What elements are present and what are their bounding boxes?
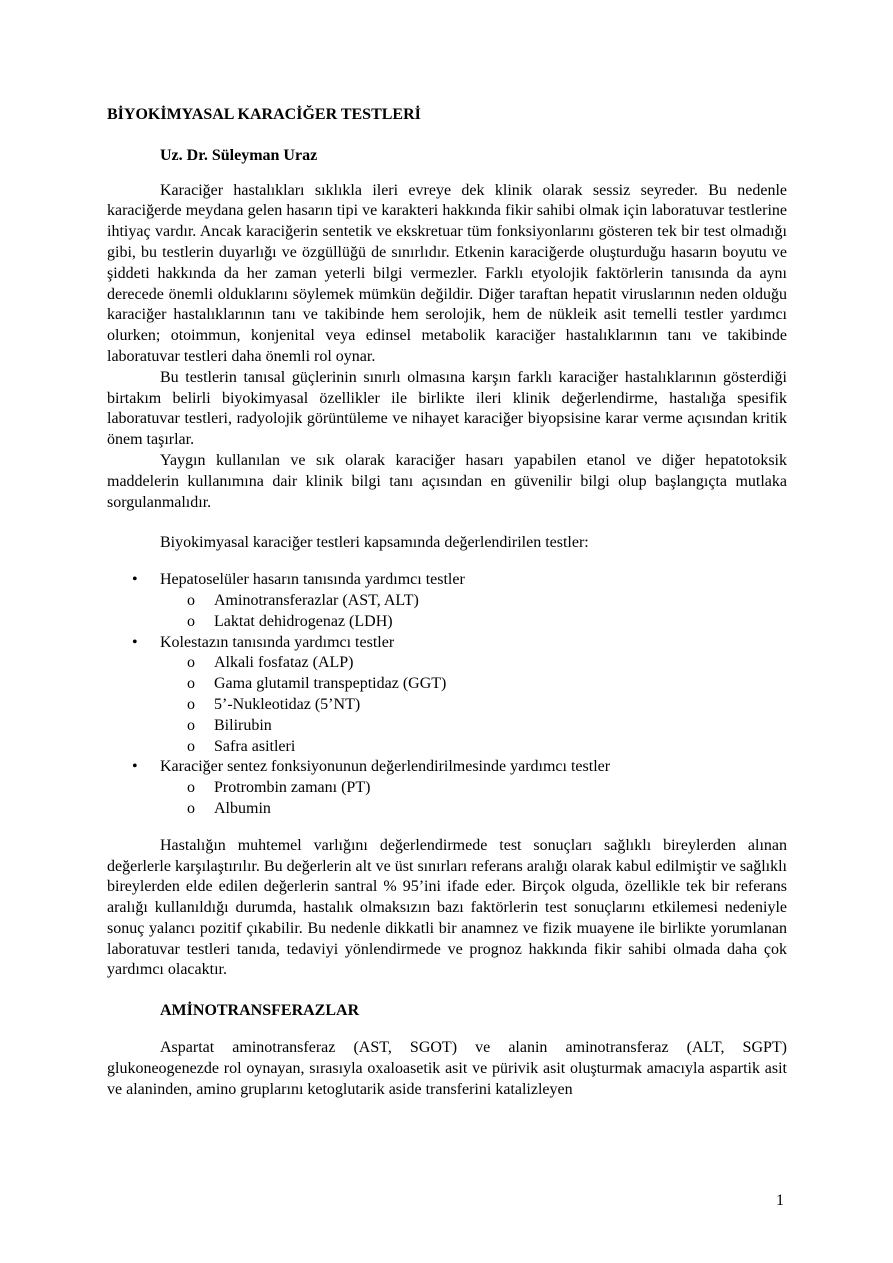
circle-bullet-icon: o — [187, 799, 195, 817]
bullet-icon: • — [132, 758, 138, 776]
circle-bullet-icon: o — [187, 695, 195, 713]
bullet-icon: • — [132, 633, 138, 651]
test-group — [107, 570, 787, 632]
test-item-label: Albumin — [214, 799, 271, 817]
test-item — [160, 799, 787, 820]
test-items-list — [160, 591, 787, 633]
page-number: 1 — [776, 1192, 784, 1209]
circle-bullet-icon: o — [187, 612, 195, 630]
section-heading: AMİNOTRANSFERAZLAR — [160, 1002, 360, 1020]
intro-paragraph-3: Yaygın kullanılan ve sık olarak karaciğer hasarı yapabilen etanol ve diğer hepatotoksik maddelerin kullanımına dair klinik bilgi tanı açısından en güvenilir bilgi olup başlangıçta mutlaka sorgulanmalıdır. — [107, 451, 787, 511]
test-groups-list — [107, 570, 787, 820]
test-item-label: 5’-Nukleotidaz (5’NT) — [214, 695, 361, 713]
test-group — [107, 633, 787, 758]
test-item-label: Alkali fosfataz (ALP) — [214, 654, 354, 672]
circle-bullet-icon: o — [187, 737, 195, 755]
test-item — [160, 695, 787, 716]
test-group — [107, 757, 787, 819]
test-item-label: Laktat dehidrogenaz (LDH) — [214, 612, 393, 630]
bullet-icon: • — [132, 571, 138, 589]
test-item-label: Aminotransferazlar (AST, ALT) — [214, 591, 419, 609]
test-item-label: Bilirubin — [214, 716, 272, 734]
intro-paragraph-2: Bu testlerin tanısal güçlerinin sınırlı olmasına karşın farklı karaciğer hastalıklarının gösterdiği birtakım belirli biyokimyasal özellikler ile birlikte ileri klinik değerlendirme, hastalığa spesifik laboratuvar testleri, radyolojik görüntüleme ve nihayet karaciğer biyopsisine karar verme açısından kritik önem taşırlar. — [107, 368, 787, 449]
circle-bullet-icon: o — [187, 591, 195, 609]
test-item-label: Safra asitleri — [214, 737, 296, 755]
list-intro: Biyokimyasal karaciğer testleri kapsamında değerlendirilen testler: — [160, 534, 589, 552]
document-title: BİYOKİMYASAL KARACİĞER TESTLERİ — [107, 106, 421, 123]
test-item-label: Gama glutamil transpeptidaz (GGT) — [214, 675, 447, 693]
test-item — [160, 674, 787, 695]
test-item — [160, 612, 787, 633]
test-group-label: Karaciğer sentez fonksiyonunun değerlendirilmesinde yardımcı testler — [160, 758, 611, 776]
circle-bullet-icon: o — [187, 779, 195, 797]
test-item — [160, 653, 787, 674]
circle-bullet-icon: o — [187, 716, 195, 734]
circle-bullet-icon: o — [187, 654, 195, 672]
test-item — [160, 778, 787, 799]
reference-paragraph: Hastalığın muhtemel varlığını değerlendirmede test sonuçları sağlıklı bireylerden alınan değerlerle karşılaştırılır. Bu değerlerin alt ve üst sınırları referans aralığı olarak kabul edilmiştir ve sağlıklı bireylerden elde edilen değerlerin santral % 95’ini ifade eder. Birçok olguda, özellikle tek bir referans aralığı kullanıldığı durumda, hastalık olmaksızın bazı faktörlerin test sonuçlarını etkilemesi nedeniyle sonuç yalancı pozitif çıkabilir. Bu nedenle dikkatli bir anamnez ve fizik muayene ile birlikte yorumlanan laboratuvar testleri tanıda, tedaviyi yönlendirmede ve prognoz hakkında fikir sahibi olmada daha çok yardımcı olacaktır. — [107, 836, 787, 979]
test-items-list — [160, 778, 787, 820]
test-group-label: Kolestazın tanısında yardımcı testler — [160, 633, 395, 651]
test-item — [160, 737, 787, 758]
page-content — [107, 105, 787, 1100]
intro-paragraph-1: Karaciğer hastalıkları sıklıkla ileri evreye dek klinik olarak sessiz seyreder. Bu nedenle karaciğerde meydana gelen hasarın tipi ve karakteri hakkında fikir sahibi olmak için laboratuvar testlerine ihtiyaç vardır. Ancak karaciğerin sentetik ve ekskretuar tüm fonksiyonlarını gösteren tek bir test olmadığı gibi, bu testlerin duyarlığı ve özgüllüğü de sınırlıdır. Etkenin karaciğerde oluşturduğu hasarın boyutu ve şiddeti hakkında da her zaman yeterli bilgi vermezler. Farklı etyolojik faktörlerin tanısında da aynı derecede önemli olduklarını söylemek mümkün değildir. Diğer taraftan hepatit viruslarının neden olduğu karaciğer hastalıklarının tanı ve takibinde hem serolojik, hem de nükleik asit temelli testler yardımcı olurken; otoimmun, konjenital veya edinsel metabolik karaciğer hastalıklarının tanı ve takibinde laboratuvar testleri daha önemli rol oynar. — [107, 181, 787, 365]
test-item — [160, 591, 787, 612]
author-name: Uz. Dr. Süleyman Uraz — [160, 146, 318, 164]
circle-bullet-icon: o — [187, 675, 195, 693]
section-paragraph: Aspartat aminotransferaz (AST, SGOT) ve alanin aminotransferaz (ALT, SGPT) glukoneogenezde rol oynayan, sırasıyla oxaloasetik asit ve pürivik asit oluşturmak amacıyla aspartik asit ve alaninden, amino gruplarını ketoglutarik aside transferini katalizleyen — [107, 1039, 787, 1098]
test-item — [160, 716, 787, 737]
spacer — [107, 513, 787, 533]
test-group-label: Hepatoselüler hasarın tanısında yardımcı testler — [160, 571, 465, 589]
test-items-list — [160, 653, 787, 757]
test-item-label: Protrombin zamanı (PT) — [214, 779, 371, 797]
